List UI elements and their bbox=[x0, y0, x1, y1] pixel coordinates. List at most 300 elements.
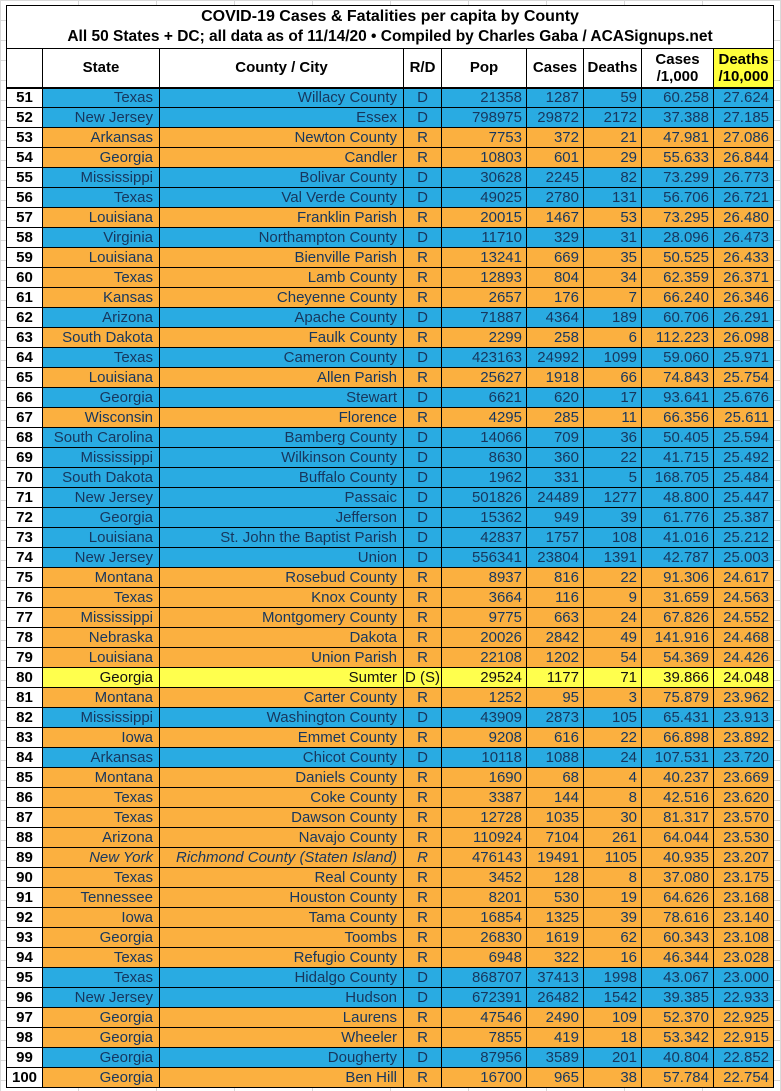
party-cell[interactable]: R bbox=[404, 688, 442, 708]
rank-cell[interactable]: 80 bbox=[7, 668, 43, 688]
party-cell[interactable]: D bbox=[404, 88, 442, 108]
pop-cell[interactable]: 1962 bbox=[442, 468, 527, 488]
deaths-per-10000-cell[interactable]: 24.552 bbox=[714, 608, 774, 628]
state-cell[interactable]: Georgia bbox=[43, 1048, 160, 1068]
county-cell[interactable]: Cameron County bbox=[160, 348, 404, 368]
pop-cell[interactable]: 26830 bbox=[442, 928, 527, 948]
header-cases[interactable]: Cases bbox=[527, 49, 584, 88]
deaths-cell[interactable]: 8 bbox=[584, 868, 642, 888]
deaths-cell[interactable]: 1998 bbox=[584, 968, 642, 988]
rank-cell[interactable]: 86 bbox=[7, 788, 43, 808]
pop-cell[interactable]: 16854 bbox=[442, 908, 527, 928]
pop-cell[interactable]: 43909 bbox=[442, 708, 527, 728]
county-cell[interactable]: Richmond County (Staten Island) bbox=[160, 848, 404, 868]
party-cell[interactable]: R bbox=[404, 208, 442, 228]
deaths-cell[interactable]: 49 bbox=[584, 628, 642, 648]
party-cell[interactable]: R bbox=[404, 888, 442, 908]
cases-per-1000-cell[interactable]: 168.705 bbox=[642, 468, 714, 488]
cases-per-1000-cell[interactable]: 81.317 bbox=[642, 808, 714, 828]
cases-cell[interactable]: 23804 bbox=[527, 548, 584, 568]
county-cell[interactable]: Bamberg County bbox=[160, 428, 404, 448]
county-cell[interactable]: Laurens bbox=[160, 1008, 404, 1028]
state-cell[interactable]: South Dakota bbox=[43, 328, 160, 348]
state-cell[interactable]: New Jersey bbox=[43, 548, 160, 568]
state-cell[interactable]: Montana bbox=[43, 688, 160, 708]
deaths-cell[interactable]: 36 bbox=[584, 428, 642, 448]
county-cell[interactable]: Hudson bbox=[160, 988, 404, 1008]
deaths-cell[interactable]: 59 bbox=[584, 88, 642, 108]
pop-cell[interactable]: 798975 bbox=[442, 108, 527, 128]
cases-cell[interactable]: 128 bbox=[527, 868, 584, 888]
county-cell[interactable]: Bolivar County bbox=[160, 168, 404, 188]
deaths-cell[interactable]: 3 bbox=[584, 688, 642, 708]
cases-per-1000-cell[interactable]: 64.626 bbox=[642, 888, 714, 908]
rank-cell[interactable]: 64 bbox=[7, 348, 43, 368]
party-cell[interactable]: D bbox=[404, 308, 442, 328]
rank-cell[interactable]: 97 bbox=[7, 1008, 43, 1028]
county-cell[interactable]: Willacy County bbox=[160, 88, 404, 108]
county-cell[interactable]: Navajo County bbox=[160, 828, 404, 848]
deaths-per-10000-cell[interactable]: 26.480 bbox=[714, 208, 774, 228]
county-cell[interactable]: Northampton County bbox=[160, 228, 404, 248]
deaths-per-10000-cell[interactable]: 22.933 bbox=[714, 988, 774, 1008]
state-cell[interactable]: Texas bbox=[43, 88, 160, 108]
deaths-per-10000-cell[interactable]: 25.594 bbox=[714, 428, 774, 448]
deaths-per-10000-cell[interactable]: 25.447 bbox=[714, 488, 774, 508]
cases-per-1000-cell[interactable]: 40.804 bbox=[642, 1048, 714, 1068]
pop-cell[interactable]: 3387 bbox=[442, 788, 527, 808]
state-cell[interactable]: Texas bbox=[43, 788, 160, 808]
header-deaths[interactable]: Deaths bbox=[584, 49, 642, 88]
deaths-per-10000-cell[interactable]: 23.892 bbox=[714, 728, 774, 748]
deaths-per-10000-cell[interactable]: 25.484 bbox=[714, 468, 774, 488]
party-cell[interactable]: R bbox=[404, 368, 442, 388]
deaths-cell[interactable]: 39 bbox=[584, 508, 642, 528]
deaths-cell[interactable]: 261 bbox=[584, 828, 642, 848]
cases-per-1000-cell[interactable]: 91.306 bbox=[642, 568, 714, 588]
cases-per-1000-cell[interactable]: 75.879 bbox=[642, 688, 714, 708]
pop-cell[interactable]: 10803 bbox=[442, 148, 527, 168]
deaths-cell[interactable]: 189 bbox=[584, 308, 642, 328]
cases-cell[interactable]: 24489 bbox=[527, 488, 584, 508]
party-cell[interactable]: R bbox=[404, 1008, 442, 1028]
state-cell[interactable]: Montana bbox=[43, 568, 160, 588]
header-state[interactable]: State bbox=[43, 49, 160, 88]
deaths-cell[interactable]: 30 bbox=[584, 808, 642, 828]
county-cell[interactable]: Apache County bbox=[160, 308, 404, 328]
deaths-per-10000-cell[interactable]: 26.721 bbox=[714, 188, 774, 208]
cases-cell[interactable]: 26482 bbox=[527, 988, 584, 1008]
cases-per-1000-cell[interactable]: 67.826 bbox=[642, 608, 714, 628]
state-cell[interactable]: Georgia bbox=[43, 668, 160, 688]
cases-per-1000-cell[interactable]: 50.405 bbox=[642, 428, 714, 448]
cases-per-1000-cell[interactable]: 37.080 bbox=[642, 868, 714, 888]
state-cell[interactable]: Texas bbox=[43, 268, 160, 288]
cases-cell[interactable]: 4364 bbox=[527, 308, 584, 328]
deaths-cell[interactable]: 5 bbox=[584, 468, 642, 488]
deaths-per-10000-cell[interactable]: 27.624 bbox=[714, 88, 774, 108]
deaths-cell[interactable]: 71 bbox=[584, 668, 642, 688]
county-cell[interactable]: Passaic bbox=[160, 488, 404, 508]
cases-per-1000-cell[interactable]: 78.616 bbox=[642, 908, 714, 928]
pop-cell[interactable]: 8630 bbox=[442, 448, 527, 468]
cases-cell[interactable]: 37413 bbox=[527, 968, 584, 988]
pop-cell[interactable]: 21358 bbox=[442, 88, 527, 108]
county-cell[interactable]: Refugio County bbox=[160, 948, 404, 968]
rank-cell[interactable]: 67 bbox=[7, 408, 43, 428]
party-cell[interactable]: R bbox=[404, 808, 442, 828]
rank-cell[interactable]: 95 bbox=[7, 968, 43, 988]
deaths-per-10000-cell[interactable]: 25.754 bbox=[714, 368, 774, 388]
rank-cell[interactable]: 57 bbox=[7, 208, 43, 228]
cases-per-1000-cell[interactable]: 31.659 bbox=[642, 588, 714, 608]
pop-cell[interactable]: 501826 bbox=[442, 488, 527, 508]
cases-per-1000-cell[interactable]: 48.800 bbox=[642, 488, 714, 508]
cases-per-1000-cell[interactable]: 53.342 bbox=[642, 1028, 714, 1048]
state-cell[interactable]: Iowa bbox=[43, 908, 160, 928]
rank-cell[interactable]: 78 bbox=[7, 628, 43, 648]
cases-cell[interactable]: 1918 bbox=[527, 368, 584, 388]
cases-cell[interactable]: 804 bbox=[527, 268, 584, 288]
cases-per-1000-cell[interactable]: 66.898 bbox=[642, 728, 714, 748]
pop-cell[interactable]: 868707 bbox=[442, 968, 527, 988]
state-cell[interactable]: Kansas bbox=[43, 288, 160, 308]
cases-cell[interactable]: 1287 bbox=[527, 88, 584, 108]
party-cell[interactable]: D bbox=[404, 488, 442, 508]
pop-cell[interactable]: 110924 bbox=[442, 828, 527, 848]
cases-per-1000-cell[interactable]: 52.370 bbox=[642, 1008, 714, 1028]
party-cell[interactable]: R bbox=[404, 628, 442, 648]
cases-cell[interactable]: 360 bbox=[527, 448, 584, 468]
deaths-cell[interactable]: 24 bbox=[584, 748, 642, 768]
rank-cell[interactable]: 76 bbox=[7, 588, 43, 608]
party-cell[interactable]: D bbox=[404, 468, 442, 488]
party-cell[interactable]: D bbox=[404, 1048, 442, 1068]
deaths-cell[interactable]: 2172 bbox=[584, 108, 642, 128]
cases-per-1000-cell[interactable]: 66.356 bbox=[642, 408, 714, 428]
county-cell[interactable]: Union Parish bbox=[160, 648, 404, 668]
cases-cell[interactable]: 663 bbox=[527, 608, 584, 628]
state-cell[interactable]: Arizona bbox=[43, 828, 160, 848]
rank-cell[interactable]: 63 bbox=[7, 328, 43, 348]
state-cell[interactable]: Iowa bbox=[43, 728, 160, 748]
deaths-cell[interactable]: 66 bbox=[584, 368, 642, 388]
pop-cell[interactable]: 12893 bbox=[442, 268, 527, 288]
deaths-cell[interactable]: 18 bbox=[584, 1028, 642, 1048]
party-cell[interactable]: R bbox=[404, 728, 442, 748]
state-cell[interactable]: Georgia bbox=[43, 148, 160, 168]
county-cell[interactable]: Essex bbox=[160, 108, 404, 128]
county-cell[interactable]: Ben Hill bbox=[160, 1068, 404, 1088]
party-cell[interactable]: D (S) bbox=[405, 669, 440, 686]
deaths-cell[interactable]: 7 bbox=[584, 288, 642, 308]
state-cell[interactable]: Texas bbox=[43, 808, 160, 828]
party-cell[interactable]: R bbox=[404, 588, 442, 608]
state-cell[interactable]: Texas bbox=[43, 348, 160, 368]
cases-per-1000-cell[interactable]: 42.516 bbox=[642, 788, 714, 808]
pop-cell[interactable]: 6621 bbox=[442, 388, 527, 408]
deaths-per-10000-cell[interactable]: 23.175 bbox=[714, 868, 774, 888]
pop-cell[interactable]: 2657 bbox=[442, 288, 527, 308]
party-cell[interactable]: D bbox=[404, 228, 442, 248]
rank-cell[interactable]: 94 bbox=[7, 948, 43, 968]
rank-cell[interactable]: 59 bbox=[7, 248, 43, 268]
deaths-cell[interactable]: 24 bbox=[584, 608, 642, 628]
pop-cell[interactable]: 13241 bbox=[442, 248, 527, 268]
rank-cell[interactable]: 74 bbox=[7, 548, 43, 568]
deaths-cell[interactable]: 17 bbox=[584, 388, 642, 408]
deaths-per-10000-cell[interactable]: 23.530 bbox=[714, 828, 774, 848]
cases-per-1000-cell[interactable]: 60.706 bbox=[642, 308, 714, 328]
rank-cell[interactable]: 91 bbox=[7, 888, 43, 908]
cases-per-1000-cell[interactable]: 55.633 bbox=[642, 148, 714, 168]
county-cell[interactable]: Tama County bbox=[160, 908, 404, 928]
rank-cell[interactable]: 71 bbox=[7, 488, 43, 508]
county-cell[interactable]: Wilkinson County bbox=[160, 448, 404, 468]
deaths-per-10000-cell[interactable]: 25.492 bbox=[714, 448, 774, 468]
county-cell[interactable]: Buffalo County bbox=[160, 468, 404, 488]
deaths-cell[interactable]: 6 bbox=[584, 328, 642, 348]
deaths-per-10000-cell[interactable]: 26.433 bbox=[714, 248, 774, 268]
state-cell[interactable]: Virginia bbox=[43, 228, 160, 248]
state-cell[interactable]: Texas bbox=[43, 188, 160, 208]
pop-cell[interactable]: 672391 bbox=[442, 988, 527, 1008]
state-cell[interactable]: Mississippi bbox=[43, 708, 160, 728]
party-cell[interactable]: R bbox=[404, 568, 442, 588]
cases-per-1000-cell[interactable]: 47.981 bbox=[642, 128, 714, 148]
pop-cell[interactable]: 20015 bbox=[442, 208, 527, 228]
rank-cell[interactable]: 68 bbox=[7, 428, 43, 448]
cases-cell[interactable]: 601 bbox=[527, 148, 584, 168]
county-cell[interactable]: Daniels County bbox=[160, 768, 404, 788]
cases-per-1000-cell[interactable]: 66.240 bbox=[642, 288, 714, 308]
deaths-per-10000-cell[interactable]: 26.371 bbox=[714, 268, 774, 288]
county-cell[interactable]: Cheyenne County bbox=[160, 288, 404, 308]
state-cell[interactable]: South Carolina bbox=[43, 428, 160, 448]
cases-per-1000-cell[interactable]: 60.258 bbox=[642, 88, 714, 108]
county-cell[interactable]: Val Verde County bbox=[160, 188, 404, 208]
deaths-per-10000-cell[interactable]: 25.003 bbox=[714, 548, 774, 568]
cases-cell[interactable]: 1325 bbox=[527, 908, 584, 928]
party-cell[interactable]: R bbox=[404, 128, 442, 148]
cases-per-1000-cell[interactable]: 65.431 bbox=[642, 708, 714, 728]
state-cell[interactable]: Wisconsin bbox=[43, 408, 160, 428]
pop-cell[interactable]: 87956 bbox=[442, 1048, 527, 1068]
cases-cell[interactable]: 2842 bbox=[527, 628, 584, 648]
cases-cell[interactable]: 258 bbox=[527, 328, 584, 348]
party-cell[interactable]: R bbox=[404, 408, 442, 428]
deaths-cell[interactable]: 39 bbox=[584, 908, 642, 928]
cases-per-1000-cell[interactable]: 42.787 bbox=[642, 548, 714, 568]
party-cell[interactable]: R bbox=[404, 608, 442, 628]
cases-cell[interactable]: 95 bbox=[527, 688, 584, 708]
deaths-per-10000-cell[interactable]: 24.426 bbox=[714, 648, 774, 668]
party-cell[interactable]: R bbox=[404, 768, 442, 788]
cases-per-1000-cell[interactable]: 54.369 bbox=[642, 648, 714, 668]
cases-per-1000-cell[interactable]: 59.060 bbox=[642, 348, 714, 368]
cases-per-1000-cell[interactable]: 112.223 bbox=[642, 328, 714, 348]
cases-cell[interactable]: 24992 bbox=[527, 348, 584, 368]
deaths-per-10000-cell[interactable]: 23.620 bbox=[714, 788, 774, 808]
rank-cell[interactable]: 52 bbox=[7, 108, 43, 128]
county-cell[interactable]: Jefferson bbox=[160, 508, 404, 528]
deaths-per-10000-cell[interactable]: 25.611 bbox=[714, 408, 774, 428]
state-cell[interactable]: Louisiana bbox=[43, 248, 160, 268]
deaths-per-10000-cell[interactable]: 22.915 bbox=[714, 1028, 774, 1048]
deaths-per-10000-cell[interactable]: 25.387 bbox=[714, 508, 774, 528]
deaths-cell[interactable]: 19 bbox=[584, 888, 642, 908]
deaths-cell[interactable]: 1391 bbox=[584, 548, 642, 568]
county-cell[interactable]: Carter County bbox=[160, 688, 404, 708]
deaths-per-10000-cell[interactable]: 24.048 bbox=[714, 668, 774, 688]
pop-cell[interactable]: 4295 bbox=[442, 408, 527, 428]
rank-cell[interactable]: 53 bbox=[7, 128, 43, 148]
cases-cell[interactable]: 19491 bbox=[527, 848, 584, 868]
pop-cell[interactable]: 9775 bbox=[442, 608, 527, 628]
cases-cell[interactable]: 176 bbox=[527, 288, 584, 308]
pop-cell[interactable]: 20026 bbox=[442, 628, 527, 648]
cases-per-1000-cell[interactable]: 41.715 bbox=[642, 448, 714, 468]
deaths-per-10000-cell[interactable]: 23.108 bbox=[714, 928, 774, 948]
pop-cell[interactable]: 16700 bbox=[442, 1068, 527, 1088]
county-cell[interactable]: Sumter bbox=[160, 668, 404, 688]
rank-cell[interactable]: 69 bbox=[7, 448, 43, 468]
header-rd[interactable]: R/D bbox=[404, 49, 442, 88]
state-cell[interactable]: South Dakota bbox=[43, 468, 160, 488]
county-cell[interactable]: Houston County bbox=[160, 888, 404, 908]
state-cell[interactable]: Texas bbox=[43, 948, 160, 968]
rank-cell[interactable]: 98 bbox=[7, 1028, 43, 1048]
cases-per-1000-cell[interactable]: 56.706 bbox=[642, 188, 714, 208]
deaths-cell[interactable]: 108 bbox=[584, 528, 642, 548]
state-cell[interactable]: Texas bbox=[43, 868, 160, 888]
rank-cell[interactable]: 61 bbox=[7, 288, 43, 308]
pop-cell[interactable]: 556341 bbox=[442, 548, 527, 568]
cases-cell[interactable]: 530 bbox=[527, 888, 584, 908]
deaths-cell[interactable]: 29 bbox=[584, 148, 642, 168]
rank-cell[interactable]: 89 bbox=[7, 848, 43, 868]
cases-cell[interactable]: 116 bbox=[527, 588, 584, 608]
pop-cell[interactable]: 7753 bbox=[442, 128, 527, 148]
deaths-per-10000-cell[interactable]: 25.971 bbox=[714, 348, 774, 368]
county-cell[interactable]: Hidalgo County bbox=[160, 968, 404, 988]
header-deaths-per-10000[interactable] bbox=[714, 49, 774, 88]
pop-cell[interactable]: 3452 bbox=[442, 868, 527, 888]
state-cell[interactable]: Louisiana bbox=[43, 368, 160, 388]
rank-cell[interactable]: 55 bbox=[7, 168, 43, 188]
deaths-per-10000-cell[interactable]: 24.468 bbox=[714, 628, 774, 648]
cases-cell[interactable]: 949 bbox=[527, 508, 584, 528]
deaths-per-10000-cell[interactable]: 27.185 bbox=[714, 108, 774, 128]
cases-cell[interactable]: 372 bbox=[527, 128, 584, 148]
cases-cell[interactable]: 1757 bbox=[527, 528, 584, 548]
deaths-per-10000-cell[interactable]: 23.000 bbox=[714, 968, 774, 988]
state-cell[interactable]: New York bbox=[43, 848, 160, 868]
cases-cell[interactable]: 669 bbox=[527, 248, 584, 268]
state-cell[interactable]: Mississippi bbox=[43, 448, 160, 468]
cases-per-1000-cell[interactable]: 39.866 bbox=[642, 668, 714, 688]
county-cell[interactable]: Franklin Parish bbox=[160, 208, 404, 228]
deaths-per-10000-cell[interactable]: 26.473 bbox=[714, 228, 774, 248]
rank-cell[interactable]: 73 bbox=[7, 528, 43, 548]
deaths-per-10000-cell[interactable]: 26.291 bbox=[714, 308, 774, 328]
party-cell[interactable]: R bbox=[404, 328, 442, 348]
party-cell[interactable]: D bbox=[404, 168, 442, 188]
county-cell[interactable]: Allen Parish bbox=[160, 368, 404, 388]
pop-cell[interactable]: 14066 bbox=[442, 428, 527, 448]
cases-per-1000-cell[interactable]: 60.343 bbox=[642, 928, 714, 948]
deaths-cell[interactable]: 22 bbox=[584, 448, 642, 468]
pop-cell[interactable]: 7855 bbox=[442, 1028, 527, 1048]
rank-cell[interactable]: 99 bbox=[7, 1048, 43, 1068]
cases-per-1000-cell[interactable]: 57.784 bbox=[642, 1068, 714, 1088]
rank-cell[interactable]: 60 bbox=[7, 268, 43, 288]
county-cell[interactable]: Lamb County bbox=[160, 268, 404, 288]
party-cell[interactable]: R bbox=[404, 1028, 442, 1048]
cases-cell[interactable]: 1088 bbox=[527, 748, 584, 768]
cases-per-1000-cell[interactable]: 28.096 bbox=[642, 228, 714, 248]
rank-cell[interactable]: 65 bbox=[7, 368, 43, 388]
party-cell[interactable]: R bbox=[404, 1068, 442, 1088]
deaths-cell[interactable]: 1542 bbox=[584, 988, 642, 1008]
cases-per-1000-cell[interactable]: 141.916 bbox=[642, 628, 714, 648]
cases-cell[interactable]: 7104 bbox=[527, 828, 584, 848]
cases-cell[interactable]: 144 bbox=[527, 788, 584, 808]
deaths-per-10000-cell[interactable]: 23.028 bbox=[714, 948, 774, 968]
pop-cell[interactable]: 476143 bbox=[442, 848, 527, 868]
rank-cell[interactable]: 70 bbox=[7, 468, 43, 488]
state-cell[interactable]: Georgia bbox=[43, 1068, 160, 1088]
county-cell[interactable]: Florence bbox=[160, 408, 404, 428]
cases-per-1000-cell[interactable]: 73.299 bbox=[642, 168, 714, 188]
state-cell[interactable]: Louisiana bbox=[43, 648, 160, 668]
county-cell[interactable]: Chicot County bbox=[160, 748, 404, 768]
rank-cell[interactable]: 54 bbox=[7, 148, 43, 168]
pop-cell[interactable]: 30628 bbox=[442, 168, 527, 188]
party-cell[interactable]: R bbox=[404, 828, 442, 848]
deaths-cell[interactable]: 21 bbox=[584, 128, 642, 148]
party-cell[interactable]: R bbox=[404, 948, 442, 968]
party-cell[interactable]: D bbox=[404, 708, 442, 728]
cases-cell[interactable]: 709 bbox=[527, 428, 584, 448]
rank-cell[interactable]: 75 bbox=[7, 568, 43, 588]
cases-cell[interactable]: 2245 bbox=[527, 168, 584, 188]
pop-cell[interactable]: 8201 bbox=[442, 888, 527, 908]
county-cell[interactable]: Dougherty bbox=[160, 1048, 404, 1068]
cases-cell[interactable]: 419 bbox=[527, 1028, 584, 1048]
deaths-cell[interactable]: 1105 bbox=[584, 848, 642, 868]
cases-per-1000-cell[interactable]: 40.237 bbox=[642, 768, 714, 788]
deaths-cell[interactable]: 109 bbox=[584, 1008, 642, 1028]
party-cell[interactable]: D bbox=[404, 748, 442, 768]
deaths-per-10000-cell[interactable]: 22.925 bbox=[714, 1008, 774, 1028]
county-cell[interactable]: Knox County bbox=[160, 588, 404, 608]
party-cell[interactable]: D bbox=[404, 508, 442, 528]
party-cell[interactable]: R bbox=[404, 928, 442, 948]
party-cell[interactable]: D bbox=[404, 188, 442, 208]
rank-cell[interactable]: 90 bbox=[7, 868, 43, 888]
deaths-cell[interactable]: 4 bbox=[584, 768, 642, 788]
party-cell[interactable]: R bbox=[404, 648, 442, 668]
cases-per-1000-cell[interactable]: 107.531 bbox=[642, 748, 714, 768]
deaths-per-10000-cell[interactable]: 26.346 bbox=[714, 288, 774, 308]
county-cell[interactable]: St. John the Baptist Parish bbox=[160, 528, 404, 548]
county-cell[interactable]: Faulk County bbox=[160, 328, 404, 348]
rank-cell[interactable]: 79 bbox=[7, 648, 43, 668]
state-cell[interactable]: Arkansas bbox=[43, 748, 160, 768]
cases-cell[interactable]: 68 bbox=[527, 768, 584, 788]
cases-cell[interactable]: 816 bbox=[527, 568, 584, 588]
